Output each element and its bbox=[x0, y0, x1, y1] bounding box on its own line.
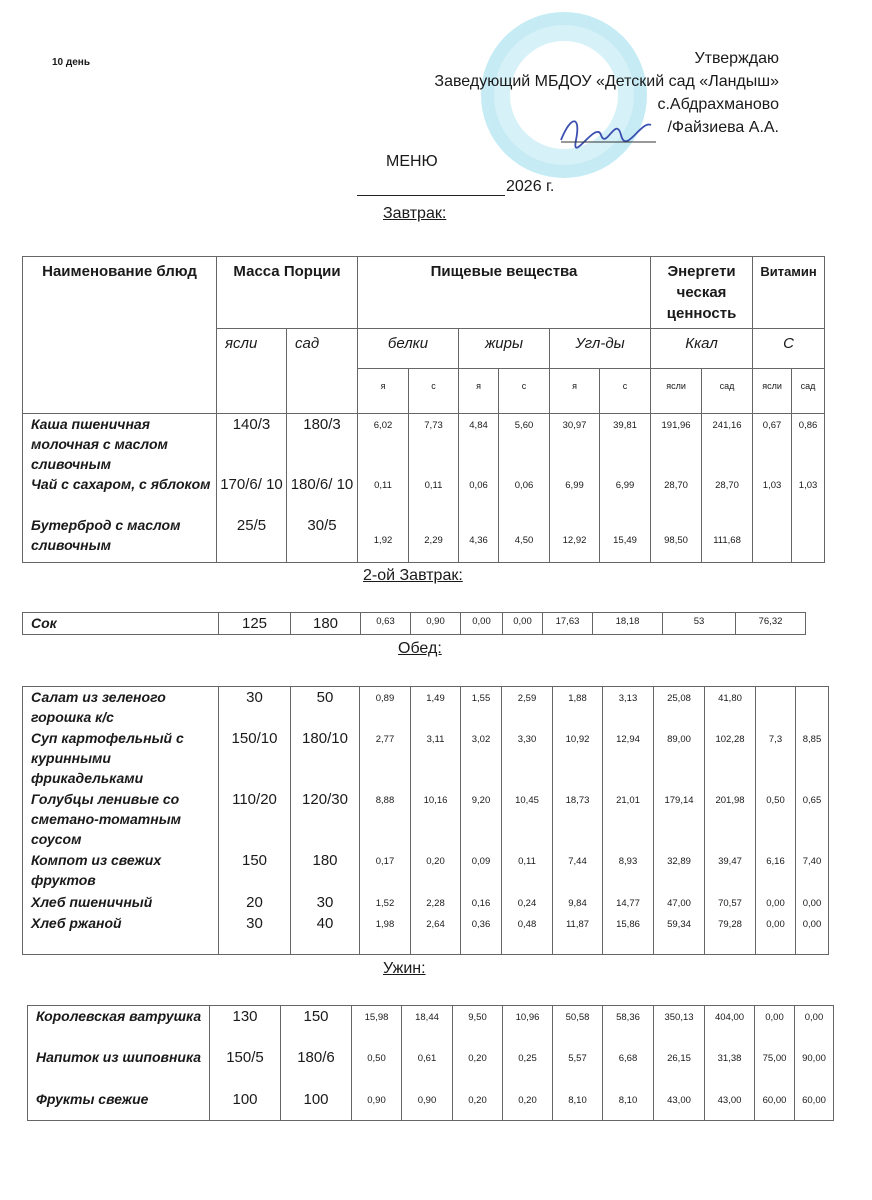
dish-name: Королевская ватрушка bbox=[28, 1006, 210, 1047]
nutrient-value: 10,92 bbox=[553, 728, 603, 789]
nutrient-value: 111,68 bbox=[702, 515, 753, 562]
nutrient-value: 404,00 bbox=[705, 1006, 755, 1047]
nutrient-value: 0,06 bbox=[499, 474, 550, 515]
table-row bbox=[23, 414, 825, 475]
nutrient-value: 0,00 bbox=[461, 613, 503, 635]
nutrient-value: 4,36 bbox=[459, 515, 499, 562]
nutrient-value: 0,06 bbox=[459, 474, 499, 515]
mass-garden: 180/6 bbox=[281, 1047, 352, 1089]
nutrient-value: 8,88 bbox=[360, 789, 411, 850]
menu-table-lunch bbox=[22, 686, 829, 955]
date-suffix: 2026 г. bbox=[506, 178, 555, 195]
nutrient-value: 12,92 bbox=[550, 515, 600, 562]
mass-nursery: 130 bbox=[210, 1006, 281, 1047]
table-row bbox=[23, 892, 829, 913]
mass-nursery: 170/6/ 10 bbox=[217, 474, 287, 515]
header-energy: Энергети ческая ценность bbox=[651, 257, 753, 329]
nutrient-value: 1,98 bbox=[360, 913, 411, 955]
approve-line-4: /Файзиева А.А. bbox=[667, 119, 779, 136]
nutrient-value: 70,57 bbox=[705, 892, 756, 913]
nutrient-value: 43,00 bbox=[705, 1089, 755, 1121]
sub-vit-nursery: ясли bbox=[753, 369, 792, 414]
nutrient-value: 0,00 bbox=[795, 1006, 834, 1047]
nutrient-value bbox=[756, 687, 796, 728]
mass-garden: 180/6/ 10 bbox=[287, 474, 358, 515]
nutrient-value: 75,00 bbox=[755, 1047, 795, 1089]
nutrient-value: 39,81 bbox=[600, 414, 651, 475]
day-label: 10 день bbox=[52, 57, 90, 68]
dish-name: Компот из свежих фруктов bbox=[23, 850, 219, 892]
nutrient-value: 0,63 bbox=[361, 613, 411, 635]
nutrient-value: 1,55 bbox=[461, 687, 502, 728]
nutrient-value: 0,89 bbox=[360, 687, 411, 728]
nutrient-value: 6,68 bbox=[603, 1047, 654, 1089]
nutrient-value: 18,73 bbox=[553, 789, 603, 850]
nutrient-value: 59,34 bbox=[654, 913, 705, 955]
dinner-rows bbox=[28, 1006, 834, 1121]
nutrient-value: 1,92 bbox=[358, 515, 409, 562]
nutrient-value: 0,67 bbox=[753, 414, 792, 475]
nutrient-value: 6,16 bbox=[756, 850, 796, 892]
table-row bbox=[23, 474, 825, 515]
nutrient-value: 10,96 bbox=[503, 1006, 553, 1047]
nutrient-value: 2,29 bbox=[409, 515, 459, 562]
nutrient-value: 30,97 bbox=[550, 414, 600, 475]
menu-date bbox=[357, 177, 554, 196]
nutrient-value: 4,84 bbox=[459, 414, 499, 475]
nutrient-value: 0,00 bbox=[755, 1006, 795, 1047]
nutrient-value: 0,11 bbox=[502, 850, 553, 892]
dish-name: Каша пшеничная молочная с маслом сливочным bbox=[23, 414, 217, 475]
nutrient-value: 201,98 bbox=[705, 789, 756, 850]
table-row bbox=[28, 1047, 834, 1089]
mass-nursery: 110/20 bbox=[219, 789, 291, 850]
section-title-second-breakfast: 2-ой Завтрак: bbox=[363, 567, 463, 584]
nutrient-value: 7,3 bbox=[756, 728, 796, 789]
table-row bbox=[23, 789, 829, 850]
dish-name: Напиток из шиповника bbox=[28, 1047, 210, 1089]
mass-nursery: 20 bbox=[219, 892, 291, 913]
header-mass-nursery: ясли bbox=[217, 329, 287, 414]
approve-line-3: с.Абдрахманово bbox=[657, 96, 779, 113]
nutrient-value: 25,08 bbox=[654, 687, 705, 728]
dish-name: Суп картофельный с куринными фрикадельками bbox=[23, 728, 219, 789]
dish-name: Чай с сахаром, с яблоком bbox=[23, 474, 217, 515]
nutrient-value: 17,63 bbox=[543, 613, 593, 635]
table-row bbox=[23, 515, 825, 562]
approval-block bbox=[434, 47, 779, 139]
nutrient-value: 41,80 bbox=[705, 687, 756, 728]
nutrient-value: 0,00 bbox=[756, 913, 796, 955]
nutrient-value: 18,18 bbox=[593, 613, 663, 635]
nutrient-value: 3,02 bbox=[461, 728, 502, 789]
dish-name: Сок bbox=[23, 613, 219, 635]
dish-name: Хлеб пшеничный bbox=[23, 892, 219, 913]
header-dish-name: Наименование блюд bbox=[23, 257, 217, 414]
header-fats: жиры bbox=[459, 329, 550, 369]
dish-name: Хлеб ржаной bbox=[23, 913, 219, 955]
nutrient-value bbox=[753, 515, 792, 562]
menu-table-dinner bbox=[27, 1005, 834, 1121]
header-proteins: белки bbox=[358, 329, 459, 369]
nutrient-value: 0,50 bbox=[756, 789, 796, 850]
lunch-rows bbox=[23, 687, 829, 955]
nutrient-value: 0,90 bbox=[411, 613, 461, 635]
nutrient-value: 8,93 bbox=[603, 850, 654, 892]
sub-fats-s: с bbox=[499, 369, 550, 414]
table-row bbox=[23, 850, 829, 892]
section-title-breakfast: Завтрак: bbox=[383, 205, 447, 222]
approve-line-1: Утверждаю bbox=[694, 50, 779, 67]
sub-fats-ya: я bbox=[459, 369, 499, 414]
nutrient-value: 2,77 bbox=[360, 728, 411, 789]
mass-garden: 100 bbox=[281, 1089, 352, 1121]
nutrient-value: 350,13 bbox=[654, 1006, 705, 1047]
mass-garden: 120/30 bbox=[291, 789, 360, 850]
nutrient-value: 15,49 bbox=[600, 515, 651, 562]
nutrient-value: 10,45 bbox=[502, 789, 553, 850]
nutrient-value: 0,20 bbox=[453, 1089, 503, 1121]
sub-kcal-nursery: ясли bbox=[651, 369, 702, 414]
mass-nursery: 25/5 bbox=[217, 515, 287, 562]
nutrient-value: 6,99 bbox=[600, 474, 651, 515]
nutrient-value: 0,65 bbox=[796, 789, 829, 850]
nutrient-value: 43,00 bbox=[654, 1089, 705, 1121]
nutrient-value: 10,16 bbox=[411, 789, 461, 850]
nutrient-value: 5,60 bbox=[499, 414, 550, 475]
nutrient-value: 0,20 bbox=[453, 1047, 503, 1089]
nutrient-value: 31,38 bbox=[705, 1047, 755, 1089]
nutrient-value: 0,90 bbox=[352, 1089, 402, 1121]
dish-name: Салат из зеленого горошка к/с bbox=[23, 687, 219, 728]
nutrient-value: 0,48 bbox=[502, 913, 553, 955]
menu-table-breakfast bbox=[22, 256, 825, 563]
header-nutrients: Пищевые вещества bbox=[358, 257, 651, 329]
nutrient-value: 179,14 bbox=[654, 789, 705, 850]
nutrient-value: 0,50 bbox=[352, 1047, 402, 1089]
nutrient-value: 241,16 bbox=[702, 414, 753, 475]
nutrient-value: 2,28 bbox=[411, 892, 461, 913]
dish-name: Фрукты свежие bbox=[28, 1089, 210, 1121]
nutrient-value: 32,89 bbox=[654, 850, 705, 892]
mass-garden: 180 bbox=[291, 850, 360, 892]
date-blank bbox=[357, 177, 505, 196]
nutrient-value: 76,32 bbox=[736, 613, 806, 635]
mass-nursery: 150/5 bbox=[210, 1047, 281, 1089]
nutrient-value: 0,11 bbox=[409, 474, 459, 515]
nutrient-value: 8,10 bbox=[553, 1089, 603, 1121]
nutrient-value: 1,03 bbox=[753, 474, 792, 515]
header-vit-c: С bbox=[753, 329, 825, 369]
nutrient-value: 0,90 bbox=[402, 1089, 453, 1121]
nutrient-value: 8,10 bbox=[603, 1089, 654, 1121]
nutrient-value: 14,77 bbox=[603, 892, 654, 913]
nutrient-value: 50,58 bbox=[553, 1006, 603, 1047]
mass-garden: 30/5 bbox=[287, 515, 358, 562]
nutrient-value: 0,20 bbox=[503, 1089, 553, 1121]
table-row bbox=[23, 728, 829, 789]
nutrient-value: 6,99 bbox=[550, 474, 600, 515]
mass-nursery: 30 bbox=[219, 687, 291, 728]
nutrient-value: 11,87 bbox=[553, 913, 603, 955]
nutrient-value: 0,20 bbox=[411, 850, 461, 892]
sub-proteins-s: с bbox=[409, 369, 459, 414]
nutrient-value: 0,36 bbox=[461, 913, 502, 955]
nutrient-value: 79,28 bbox=[705, 913, 756, 955]
sub-vit-garden: сад bbox=[792, 369, 825, 414]
nutrient-value: 15,86 bbox=[603, 913, 654, 955]
table-row bbox=[23, 913, 829, 955]
nutrient-value: 0,09 bbox=[461, 850, 502, 892]
header-vitamin: Витамин bbox=[753, 257, 825, 329]
section-title-dinner: Ужин: bbox=[383, 960, 426, 977]
nutrient-value: 7,73 bbox=[409, 414, 459, 475]
dish-name: Бутерброд с маслом сливочным bbox=[23, 515, 217, 562]
mass-nursery: 30 bbox=[219, 913, 291, 955]
nutrient-value: 0,16 bbox=[461, 892, 502, 913]
nutrient-value: 0,00 bbox=[796, 892, 829, 913]
menu-table-second-breakfast bbox=[22, 612, 806, 635]
mass-garden: 40 bbox=[291, 913, 360, 955]
nutrient-value: 53 bbox=[663, 613, 736, 635]
mass-garden: 150 bbox=[281, 1006, 352, 1047]
nutrient-value: 2,59 bbox=[502, 687, 553, 728]
header-mass-garden: сад bbox=[287, 329, 358, 414]
nutrient-value: 4,50 bbox=[499, 515, 550, 562]
nutrient-value: 0,11 bbox=[358, 474, 409, 515]
nutrient-value: 18,44 bbox=[402, 1006, 453, 1047]
nutrient-value: 0,17 bbox=[360, 850, 411, 892]
section-title-lunch: Обед: bbox=[398, 640, 442, 657]
nutrient-value: 5,57 bbox=[553, 1047, 603, 1089]
nutrient-value: 1,49 bbox=[411, 687, 461, 728]
nutrient-value: 15,98 bbox=[352, 1006, 402, 1047]
nutrient-value: 60,00 bbox=[795, 1089, 834, 1121]
sub-carbs-ya: я bbox=[550, 369, 600, 414]
nutrient-value: 6,02 bbox=[358, 414, 409, 475]
header-carbs: Угл-ды bbox=[550, 329, 651, 369]
table-row bbox=[23, 613, 806, 635]
nutrient-value: 1,03 bbox=[792, 474, 825, 515]
table-row bbox=[28, 1089, 834, 1121]
nutrient-value: 0,00 bbox=[503, 613, 543, 635]
mass-nursery: 100 bbox=[210, 1089, 281, 1121]
nutrient-value bbox=[792, 515, 825, 562]
mass-nursery: 150/10 bbox=[219, 728, 291, 789]
nutrient-value bbox=[796, 687, 829, 728]
nutrient-value: 3,13 bbox=[603, 687, 654, 728]
sub-carbs-s: с bbox=[600, 369, 651, 414]
nutrient-value: 2,64 bbox=[411, 913, 461, 955]
header-mass: Масса Порции bbox=[217, 257, 358, 329]
nutrient-value: 0,61 bbox=[402, 1047, 453, 1089]
nutrient-value: 191,96 bbox=[651, 414, 702, 475]
sub-kcal-garden: сад bbox=[702, 369, 753, 414]
nutrient-value: 12,94 bbox=[603, 728, 654, 789]
nutrient-value: 58,36 bbox=[603, 1006, 654, 1047]
nutrient-value: 0,24 bbox=[502, 892, 553, 913]
mass-garden: 30 bbox=[291, 892, 360, 913]
approve-line-2: Заведующий МБДОУ «Детский сад «Ландыш» bbox=[434, 73, 779, 90]
nutrient-value: 60,00 bbox=[755, 1089, 795, 1121]
dish-name: Голубцы ленивые со сметано-томатным соусом bbox=[23, 789, 219, 850]
nutrient-value: 0,00 bbox=[756, 892, 796, 913]
nutrient-value: 9,20 bbox=[461, 789, 502, 850]
nutrient-value: 3,30 bbox=[502, 728, 553, 789]
menu-title: МЕНЮ bbox=[386, 153, 438, 170]
breakfast-rows bbox=[23, 414, 825, 563]
nutrient-value: 98,50 bbox=[651, 515, 702, 562]
nutrient-value: 9,84 bbox=[553, 892, 603, 913]
mass-nursery: 140/3 bbox=[217, 414, 287, 475]
nutrient-value: 89,00 bbox=[654, 728, 705, 789]
nutrient-value: 9,50 bbox=[453, 1006, 503, 1047]
nutrient-value: 8,85 bbox=[796, 728, 829, 789]
nutrient-value: 7,40 bbox=[796, 850, 829, 892]
nutrient-value: 102,28 bbox=[705, 728, 756, 789]
nutrient-value: 0,25 bbox=[503, 1047, 553, 1089]
nutrient-value: 47,00 bbox=[654, 892, 705, 913]
nutrient-value: 1,52 bbox=[360, 892, 411, 913]
mass-garden: 50 bbox=[291, 687, 360, 728]
nutrient-value: 0,86 bbox=[792, 414, 825, 475]
second-breakfast-rows bbox=[23, 613, 806, 635]
sub-proteins-ya: я bbox=[358, 369, 409, 414]
mass-garden: 180 bbox=[291, 613, 361, 635]
nutrient-value: 21,01 bbox=[603, 789, 654, 850]
nutrient-value: 1,88 bbox=[553, 687, 603, 728]
nutrient-value: 26,15 bbox=[654, 1047, 705, 1089]
nutrient-value: 28,70 bbox=[651, 474, 702, 515]
nutrient-value: 7,44 bbox=[553, 850, 603, 892]
mass-nursery: 125 bbox=[219, 613, 291, 635]
nutrient-value: 90,00 bbox=[795, 1047, 834, 1089]
mass-garden: 180/10 bbox=[291, 728, 360, 789]
table-row bbox=[28, 1006, 834, 1047]
nutrient-value: 3,11 bbox=[411, 728, 461, 789]
mass-nursery: 150 bbox=[219, 850, 291, 892]
nutrient-value: 39,47 bbox=[705, 850, 756, 892]
mass-garden: 180/3 bbox=[287, 414, 358, 475]
nutrient-value: 0,00 bbox=[796, 913, 829, 955]
header-kcal: Ккал bbox=[651, 329, 753, 369]
table-row bbox=[23, 687, 829, 728]
nutrient-value: 28,70 bbox=[702, 474, 753, 515]
